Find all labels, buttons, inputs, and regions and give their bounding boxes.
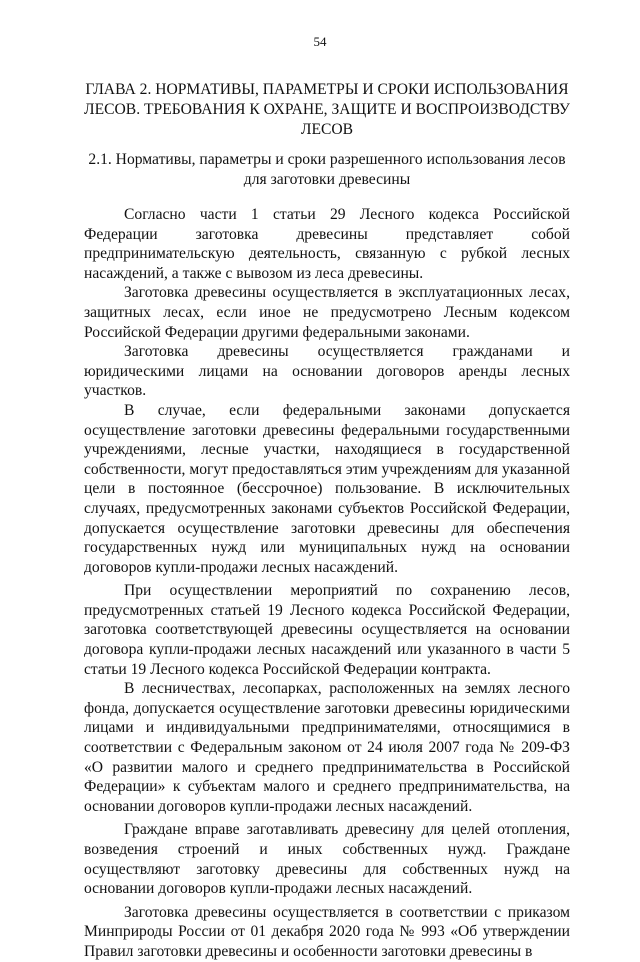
body-text xyxy=(84,205,570,962)
chapter-title: ГЛАВА 2. НОРМАТИВЫ, ПАРАМЕТРЫ И СРОКИ ИСПОЛЬЗОВАНИЯ ЛЕСОВ. ТРЕБОВАНИЯ К ОХРАНЕ, ЗАЩИТЕ И ВОСПРОИЗВОДСТВУ ЛЕСОВ xyxy=(84,81,570,138)
paragraph: Заготовка древесины осуществляется в соответствии с приказом Минприроды России от 01 декабря 2020 года № 993 «Об утверждении Правил заготовки древесины и особенности заготовки древесины в xyxy=(84,903,570,960)
paragraph: Заготовка древесины осуществляется в эксплуатационных лесах, защитных лесах, если иное не предусмотрено Лесным кодексом Российской Федерации другими федеральными законами. xyxy=(84,284,570,341)
paragraph: Граждане вправе заготавливать древесину для целей отопления, возведения строений и иных собственных нужд. Граждане осуществляют заготовку древесины для собственных нужд на основании договоров купли-продажи лесных насаждений. xyxy=(84,821,570,898)
section-title: 2.1. Нормативы, параметры и сроки разрешенного использования лесов для заготовки древесины xyxy=(88,151,566,188)
page-number: 54 xyxy=(313,34,327,49)
paragraph: В случае, если федеральными законами допускается осуществление заготовки древесины федеральными государственными учреждениями, лесные участки, находящиеся в государственной собственности, могут предоставляться этим учреждениям для указанной цели в постоянное (бессрочное) пользование. В исключительных случаях, предусмотренных законами субъектов Российской Федерации, допускается осуществление заготовки древесины для обеспечения государственных нужд или муниципальных нужд на основании договоров купли-продажи лесных насаждений. xyxy=(84,401,570,576)
paragraph: При осуществлении мероприятий по сохранению лесов, предусмотренных статьей 19 Лесного кодекса Российской Федерации, заготовка соответствующей древесины осуществляется на основании договора купли-продажи лесных насаждений или указанного в части 5 статьи 19 Лесного кодекса Российской Федерации контракта. xyxy=(84,582,570,678)
paragraph: Заготовка древесины осуществляется гражданами и юридическими лицами на основании договоров аренды лесных участков. xyxy=(84,343,570,400)
paragraph: Согласно части 1 статьи 29 Лесного кодекса Российской Федерации заготовка древесины представляет собой предпринимательскую деятельность, связанную с рубкой лесных насаждений, а также с вывозом из леса древесины. xyxy=(84,206,570,282)
paragraph: В лесничествах, лесопарках, расположенных на землях лесного фонда, допускается осуществление заготовки древесины юридическими лицами и индивидуальными предпринимателями, относящимися в соответствии с Федеральным законом от 24 июля 2007 года № 209-ФЗ «О развитии малого и среднего предпринимательства в Российской Федерации» к субъектам малого и среднего предпринимательства, на основании договоров купли-продажи лесных насаждений. xyxy=(84,680,570,815)
